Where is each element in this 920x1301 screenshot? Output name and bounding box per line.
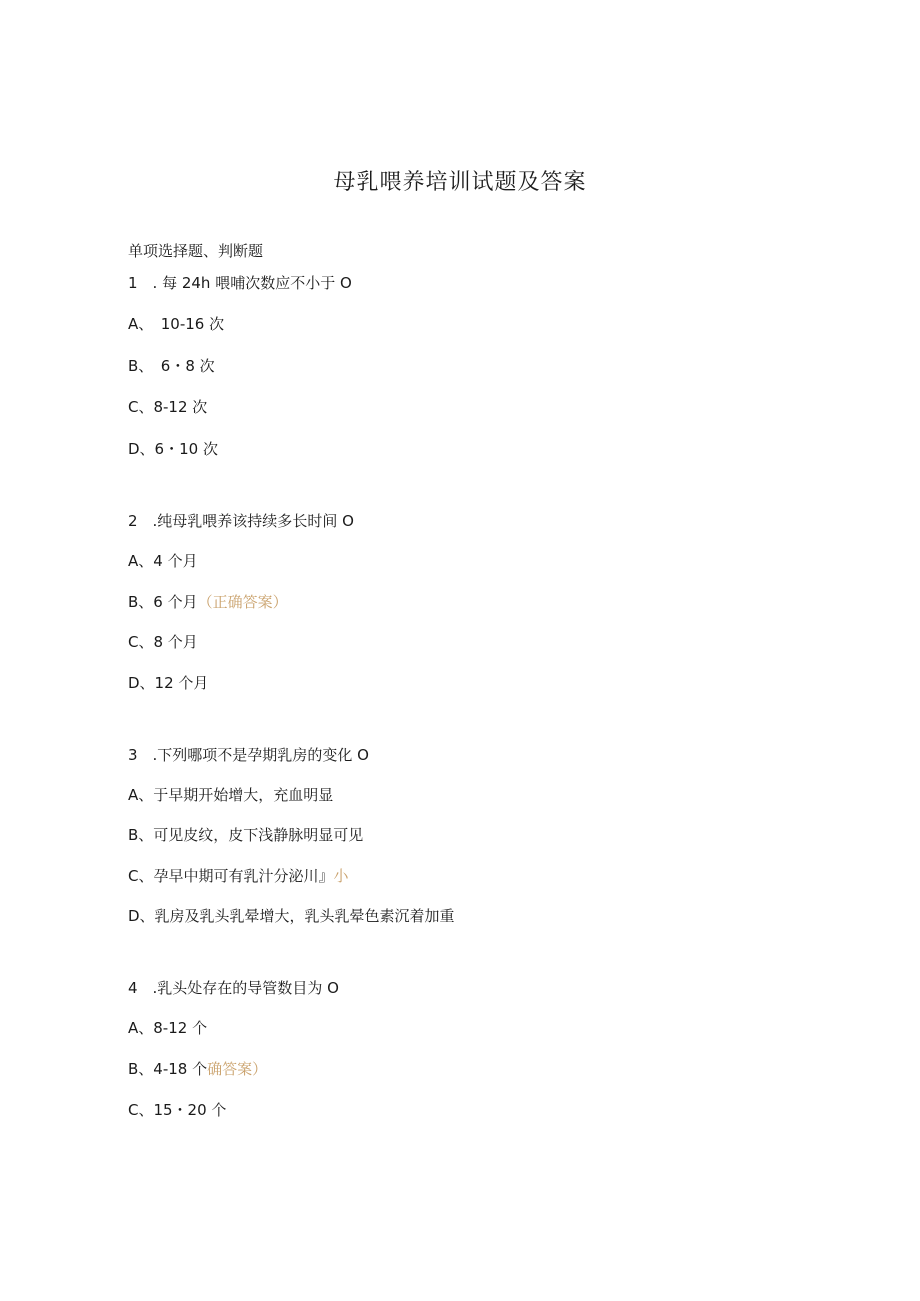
question-3-option-c	[128, 865, 349, 887]
option-text: A、于早期开始增大，充血明显	[128, 786, 334, 804]
option-text: B、4-18 个	[128, 1060, 208, 1078]
option-text: A、4 个月	[128, 552, 198, 570]
option-text: C、8-12 次	[128, 398, 208, 416]
question-1-stem: 1 . 每 24h 喂哺次数应不小于 O	[128, 274, 352, 292]
question-4-stem: 4 .乳头处存在的导管数目为 O	[128, 979, 339, 997]
option-text: A、 10-16 次	[128, 315, 225, 333]
question-2-option-d	[128, 672, 208, 694]
option-text: C、15・20 个	[128, 1101, 227, 1119]
question-4-option-a	[128, 1017, 207, 1039]
section-heading: 单项选择题、判断题	[128, 242, 264, 260]
question-1-option-a	[128, 313, 224, 335]
option-text: D、6・10 次	[128, 440, 218, 458]
correct-answer-mark: （正确答案）	[197, 593, 288, 611]
correct-answer-mark: 小	[333, 867, 349, 885]
option-text: D、乳房及乳头乳晕增大，乳头乳晕色素沉着加重	[128, 907, 455, 925]
question-3-option-d	[128, 905, 455, 927]
question-4-option-c	[128, 1099, 226, 1121]
option-text: B、可见皮纹，皮下浅静脉明显可见	[128, 826, 364, 844]
option-text: B、 6・8 次	[128, 357, 215, 375]
question-3-option-a	[128, 784, 333, 806]
question-2-stem: 2 .纯母乳喂养该持续多长时间 O	[128, 512, 354, 530]
option-text: A、8-12 个	[128, 1019, 208, 1037]
question-3-option-b	[128, 824, 363, 846]
question-1-option-d	[128, 438, 218, 460]
question-2-option-c	[128, 631, 198, 653]
correct-answer-mark: 确答案）	[207, 1060, 268, 1078]
option-text: C、孕早中期可有乳汁分泌川』	[128, 867, 334, 885]
option-text: D、12 个月	[128, 674, 209, 692]
question-3-stem: 3 .下列哪项不是孕期乳房的变化 O	[128, 746, 369, 764]
document-title: 母乳喂养培训试题及答案	[333, 170, 587, 195]
option-text: B、6 个月	[128, 593, 198, 611]
question-4-option-b	[128, 1058, 267, 1080]
option-text: C、8 个月	[128, 633, 198, 651]
question-1-option-b	[128, 355, 215, 377]
question-2-option-b	[128, 591, 288, 613]
question-1-option-c	[128, 396, 207, 418]
question-2-option-a	[128, 550, 198, 572]
